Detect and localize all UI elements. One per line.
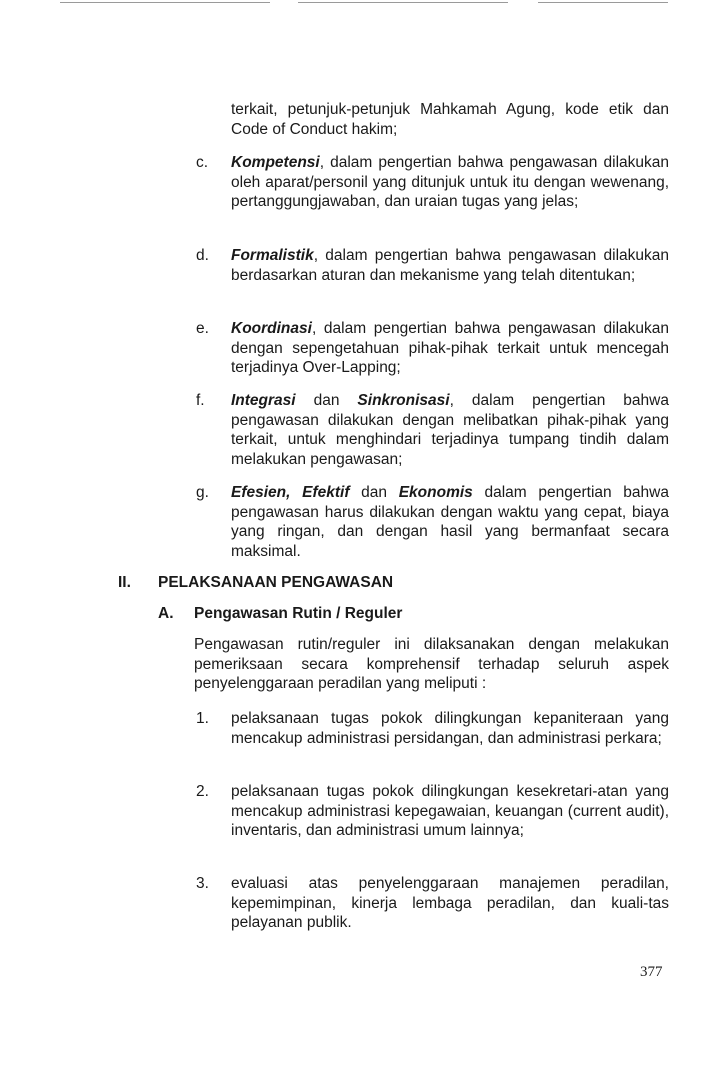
numbered-item: pelaksanaan tugas pokok dilingkungan kepaniteraan yang mencakup administrasi persidangan, dan administrasi perkara; [231,710,669,747]
principle-connector: dan [295,392,358,409]
principle-item [231,153,669,212]
item-number: 1. [196,710,209,727]
numbered-item: evaluasi atas penyelenggaraan manajemen peradilan, kepemimpinan, kinerja lembaga peradilan, dan kuali-tas pelayanan publik. [231,875,669,932]
principle-term: Efesien, Efektif [231,484,350,501]
section-title: PELAKSANAAN PENGAWASAN [158,574,394,591]
scan-line [298,2,508,3]
principle-letter: e. [196,320,209,337]
principle-term: Formalistik [231,247,314,264]
principle-item [231,483,669,561]
scan-line [60,2,270,3]
item-number: 2. [196,783,209,800]
subsection-letter: A. [158,605,174,622]
principle-description: , dalam pengertian bahwa pengawasan dilakukan berdasarkan aturan dan mekanisme yang telah ditentukan; [231,247,669,284]
principle-item [231,319,669,378]
page-number: 377 [640,964,663,980]
intro-paragraph: Pengawasan rutin/reguler ini dilaksanakan dengan melakukan pemeriksaan secara komprehensif terhadap seluruh aspek penyelenggaraan peradilan yang meliputi : [194,636,669,693]
principle-letter: g. [196,484,209,501]
principle-term: Kompetensi [231,154,320,171]
principle-connector: dan [349,484,399,501]
principle-term-2: Ekonomis [398,484,473,501]
principle-item [231,391,669,469]
item-number: 3. [196,875,209,892]
scan-line [538,2,668,3]
principle-term-2: Sinkronisasi [357,392,450,409]
principle-term: Integrasi [231,392,296,409]
principle-item [231,246,669,285]
principle-description: , dalam pengertian bahwa pengawasan dilakukan dengan melibatkan pihak-pihak yang terkait, untuk menghindari terjadinya tumpang tindih dalam melakukan pengawasan; [231,392,669,468]
subsection-title: Pengawasan Rutin / Reguler [194,605,403,622]
principle-description: , dalam pengertian bahwa pengawasan dilakukan dengan sepengetahuan pihak-pihak terkait untuk mencegah terjadinya Over-Lapping; [231,320,669,377]
principle-term: Koordinasi [231,320,312,337]
numbered-item: pelaksanaan tugas pokok dilingkungan kesekretari-atan yang mencakup administrasi kepegawaian, keuangan (current audit), inventaris, dan administrasi umum lainnya; [231,783,669,840]
principle-letter: c. [196,154,209,171]
principle-description: , dalam pengertian bahwa pengawasan dilakukan oleh aparat/personil yang ditunjuk untuk itu dengan wewenang, pertanggungjawaban, dan uraian tugas yang jelas; [231,154,669,211]
principle-description: dalam pengertian bahwa pengawasan harus dilakukan dengan waktu yang cepat, biaya yang ringan, dan dengan hasil yang bermanfaat secara maksimal. [231,484,669,560]
section-number: II. [118,574,131,591]
principle-letter: f. [196,392,205,409]
continuation-text: terkait, petunjuk-petunjuk Mahkamah Agung, kode etik dan Code of Conduct hakim; [231,101,669,138]
principle-letter: d. [196,247,209,264]
